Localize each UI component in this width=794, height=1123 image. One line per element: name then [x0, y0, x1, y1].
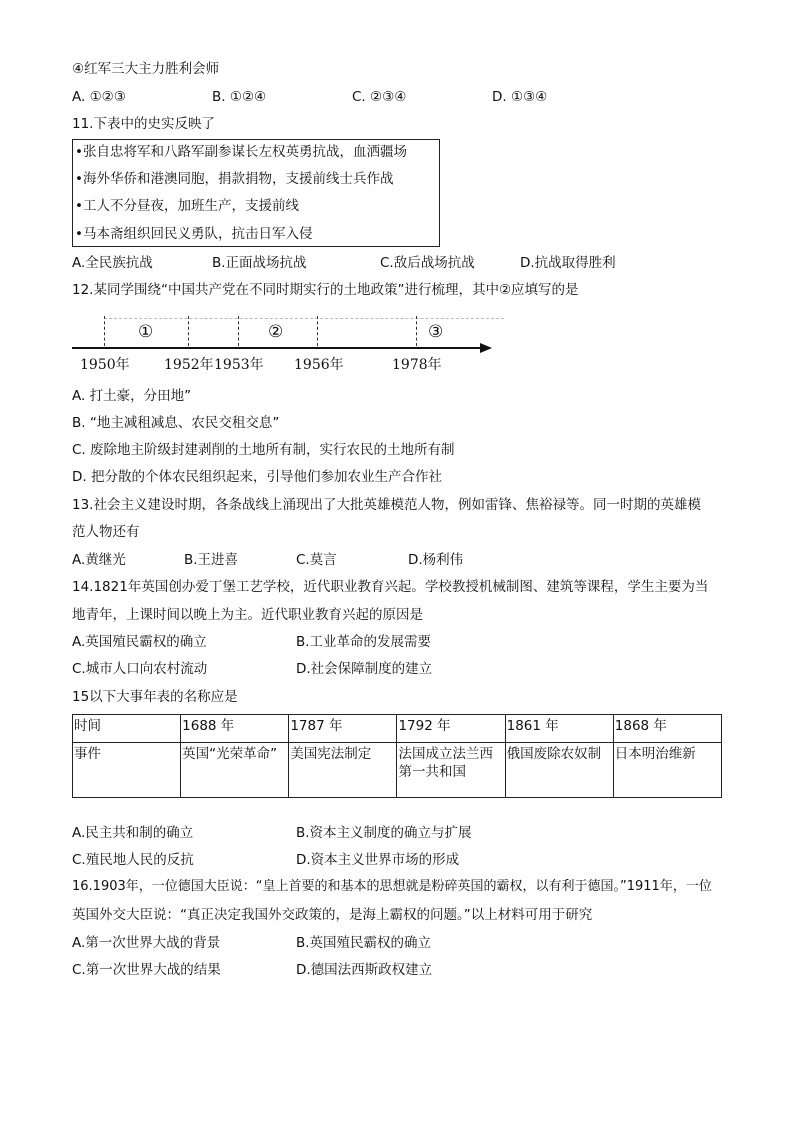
timeline-year: 1953年 [214, 357, 264, 373]
q14-option-d[interactable]: D.社会保障制度的建立 [296, 661, 433, 677]
q14-option-a[interactable]: A.英国殖民霸权的确立 [72, 634, 207, 650]
table-cell: 日本明治维新 [613, 743, 721, 798]
q12-stem: 12.某同学围绕“中国共产党在不同时期实行的土地政策”进行梳理，其中②应填写的是 [72, 282, 579, 298]
q11-stem: 11.下表中的史实反映了 [72, 116, 215, 132]
q15-events-table [72, 714, 722, 798]
timeline-year: 1950年 [80, 357, 130, 373]
timeline-tick-1953 [238, 316, 239, 346]
timeline-tick-1956 [317, 316, 318, 346]
timeline-year: 1956年 [294, 357, 344, 373]
timeline-top-dashes [104, 318, 504, 319]
table-row [73, 743, 722, 798]
table-cell: 1861 年 [505, 715, 613, 743]
table-cell: 英国“光荣革命” [181, 743, 289, 798]
q14-stem-line-1: 14.1821年英国创办爱丁堡工艺学校，近代职业教育兴起。学校教授机械制图、建筑等课程，学生主要为当 [72, 579, 709, 595]
q11-material-3: •工人不分昼夜，加班生产，支援前线 [75, 198, 299, 214]
q10-option-a[interactable]: A. ①②③ [72, 89, 126, 105]
q16-option-d[interactable]: D.德国法西斯政权建立 [296, 962, 433, 978]
q11-material-1: •张自忠将军和八路军副参谋长左权英勇抗战，血洒疆场 [75, 144, 407, 160]
timeline-mark-3: ③ [428, 322, 444, 342]
timeline-axis [72, 347, 484, 349]
q11-material-2: •海外华侨和港澳同胞，捐款捐物，支援前线士兵作战 [75, 171, 394, 187]
timeline-mark-2[interactable]: ② [268, 322, 284, 342]
q13-option-c[interactable]: C.莫言 [296, 552, 337, 568]
q14-stem-line-2: 地青年，上课时间以晚上为主。近代职业教育兴起的原因是 [72, 607, 423, 623]
timeline-tick-1952 [188, 316, 189, 346]
q11-option-a[interactable]: A.全民族抗战 [72, 255, 153, 271]
q12-option-d[interactable]: D. 把分散的个体农民组织起来，引导他们参加农业生产合作社 [72, 469, 442, 485]
timeline-mark-1: ① [138, 322, 154, 342]
q14-option-b[interactable]: B.工业革命的发展需要 [296, 634, 432, 650]
timeline-year: 1952年 [164, 357, 214, 373]
q12-timeline [72, 308, 502, 378]
q13-option-b[interactable]: B.王进喜 [184, 552, 239, 568]
q13-option-a[interactable]: A.黄继光 [72, 552, 126, 568]
q16-option-b[interactable]: B.英国殖民霸权的确立 [296, 935, 432, 951]
q11-material-4: •马本斋组织回民义勇队，抗击日军入侵 [75, 226, 313, 242]
q10-item-4: ④红军三大主力胜利会师 [72, 61, 220, 77]
timeline-tick-1978 [416, 316, 417, 346]
table-cell: 1787 年 [289, 715, 397, 743]
timeline-tick-1950 [104, 316, 105, 346]
q15-option-d[interactable]: D.资本主义世界市场的形成 [296, 852, 460, 868]
q10-option-c[interactable]: C. ②③④ [352, 89, 407, 105]
q12-option-c[interactable]: C. 废除地主阶级封建剥削的土地所有制，实行农民的土地所有制 [72, 442, 455, 458]
table-cell: 1792 年 [397, 715, 505, 743]
q16-option-a[interactable]: A.第一次世界大战的背景 [72, 935, 221, 951]
q11-material-box [72, 139, 440, 247]
timeline-arrow-icon [480, 343, 492, 353]
table-cell: 法国成立法兰西第一共和国 [397, 743, 505, 798]
timeline-year: 1978年 [392, 357, 442, 373]
q16-stem-line-2: 英国外交大臣说：“真正决定我国外交政策的，是海上霸权的问题。”以上材料可用于研究 [72, 907, 593, 923]
q15-option-a[interactable]: A.民主共和制的确立 [72, 825, 194, 841]
q14-option-c[interactable]: C.城市人口向农村流动 [72, 661, 208, 677]
q11-option-b[interactable]: B.正面战场抗战 [212, 255, 307, 271]
q16-option-c[interactable]: C.第一次世界大战的结果 [72, 962, 221, 978]
q13-option-d[interactable]: D.杨利伟 [408, 552, 464, 568]
table-cell: 美国宪法制定 [289, 743, 397, 798]
q13-stem-line-2: 范人物还有 [72, 524, 140, 540]
q12-option-a[interactable]: A. 打土豪，分田地” [72, 388, 192, 404]
q10-option-d[interactable]: D. ①③④ [492, 89, 548, 105]
table-cell: 1688 年 [181, 715, 289, 743]
table-header-row [73, 715, 722, 743]
table-cell: 事件 [73, 743, 181, 798]
table-cell: 1868 年 [613, 715, 721, 743]
q11-option-c[interactable]: C.敌后战场抗战 [380, 255, 475, 271]
q15-option-b[interactable]: B.资本主义制度的确立与扩展 [296, 825, 472, 841]
q13-stem-line-1: 13.社会主义建设时期，各条战线上涌现出了大批英雄模范人物，例如雷锋、焦裕禄等。同一时期的英雄模 [72, 497, 701, 513]
q11-option-d[interactable]: D.抗战取得胜利 [520, 255, 616, 271]
table-cell: 俄国废除农奴制 [505, 743, 613, 798]
q12-option-b[interactable]: B. “地主减租减息、农民交租交息” [72, 415, 280, 431]
q15-stem: 15以下大事年表的名称应是 [72, 689, 238, 705]
q10-option-b[interactable]: B. ①②④ [212, 89, 267, 105]
q15-option-c[interactable]: C.殖民地人民的反抗 [72, 852, 194, 868]
table-cell: 时间 [73, 715, 181, 743]
q16-stem-line-1: 16.1903年，一位德国大臣说：“皇上首要的和基本的思想就是粉碎英国的霸权，以有利于德国。”1911年，一位 [72, 879, 712, 894]
